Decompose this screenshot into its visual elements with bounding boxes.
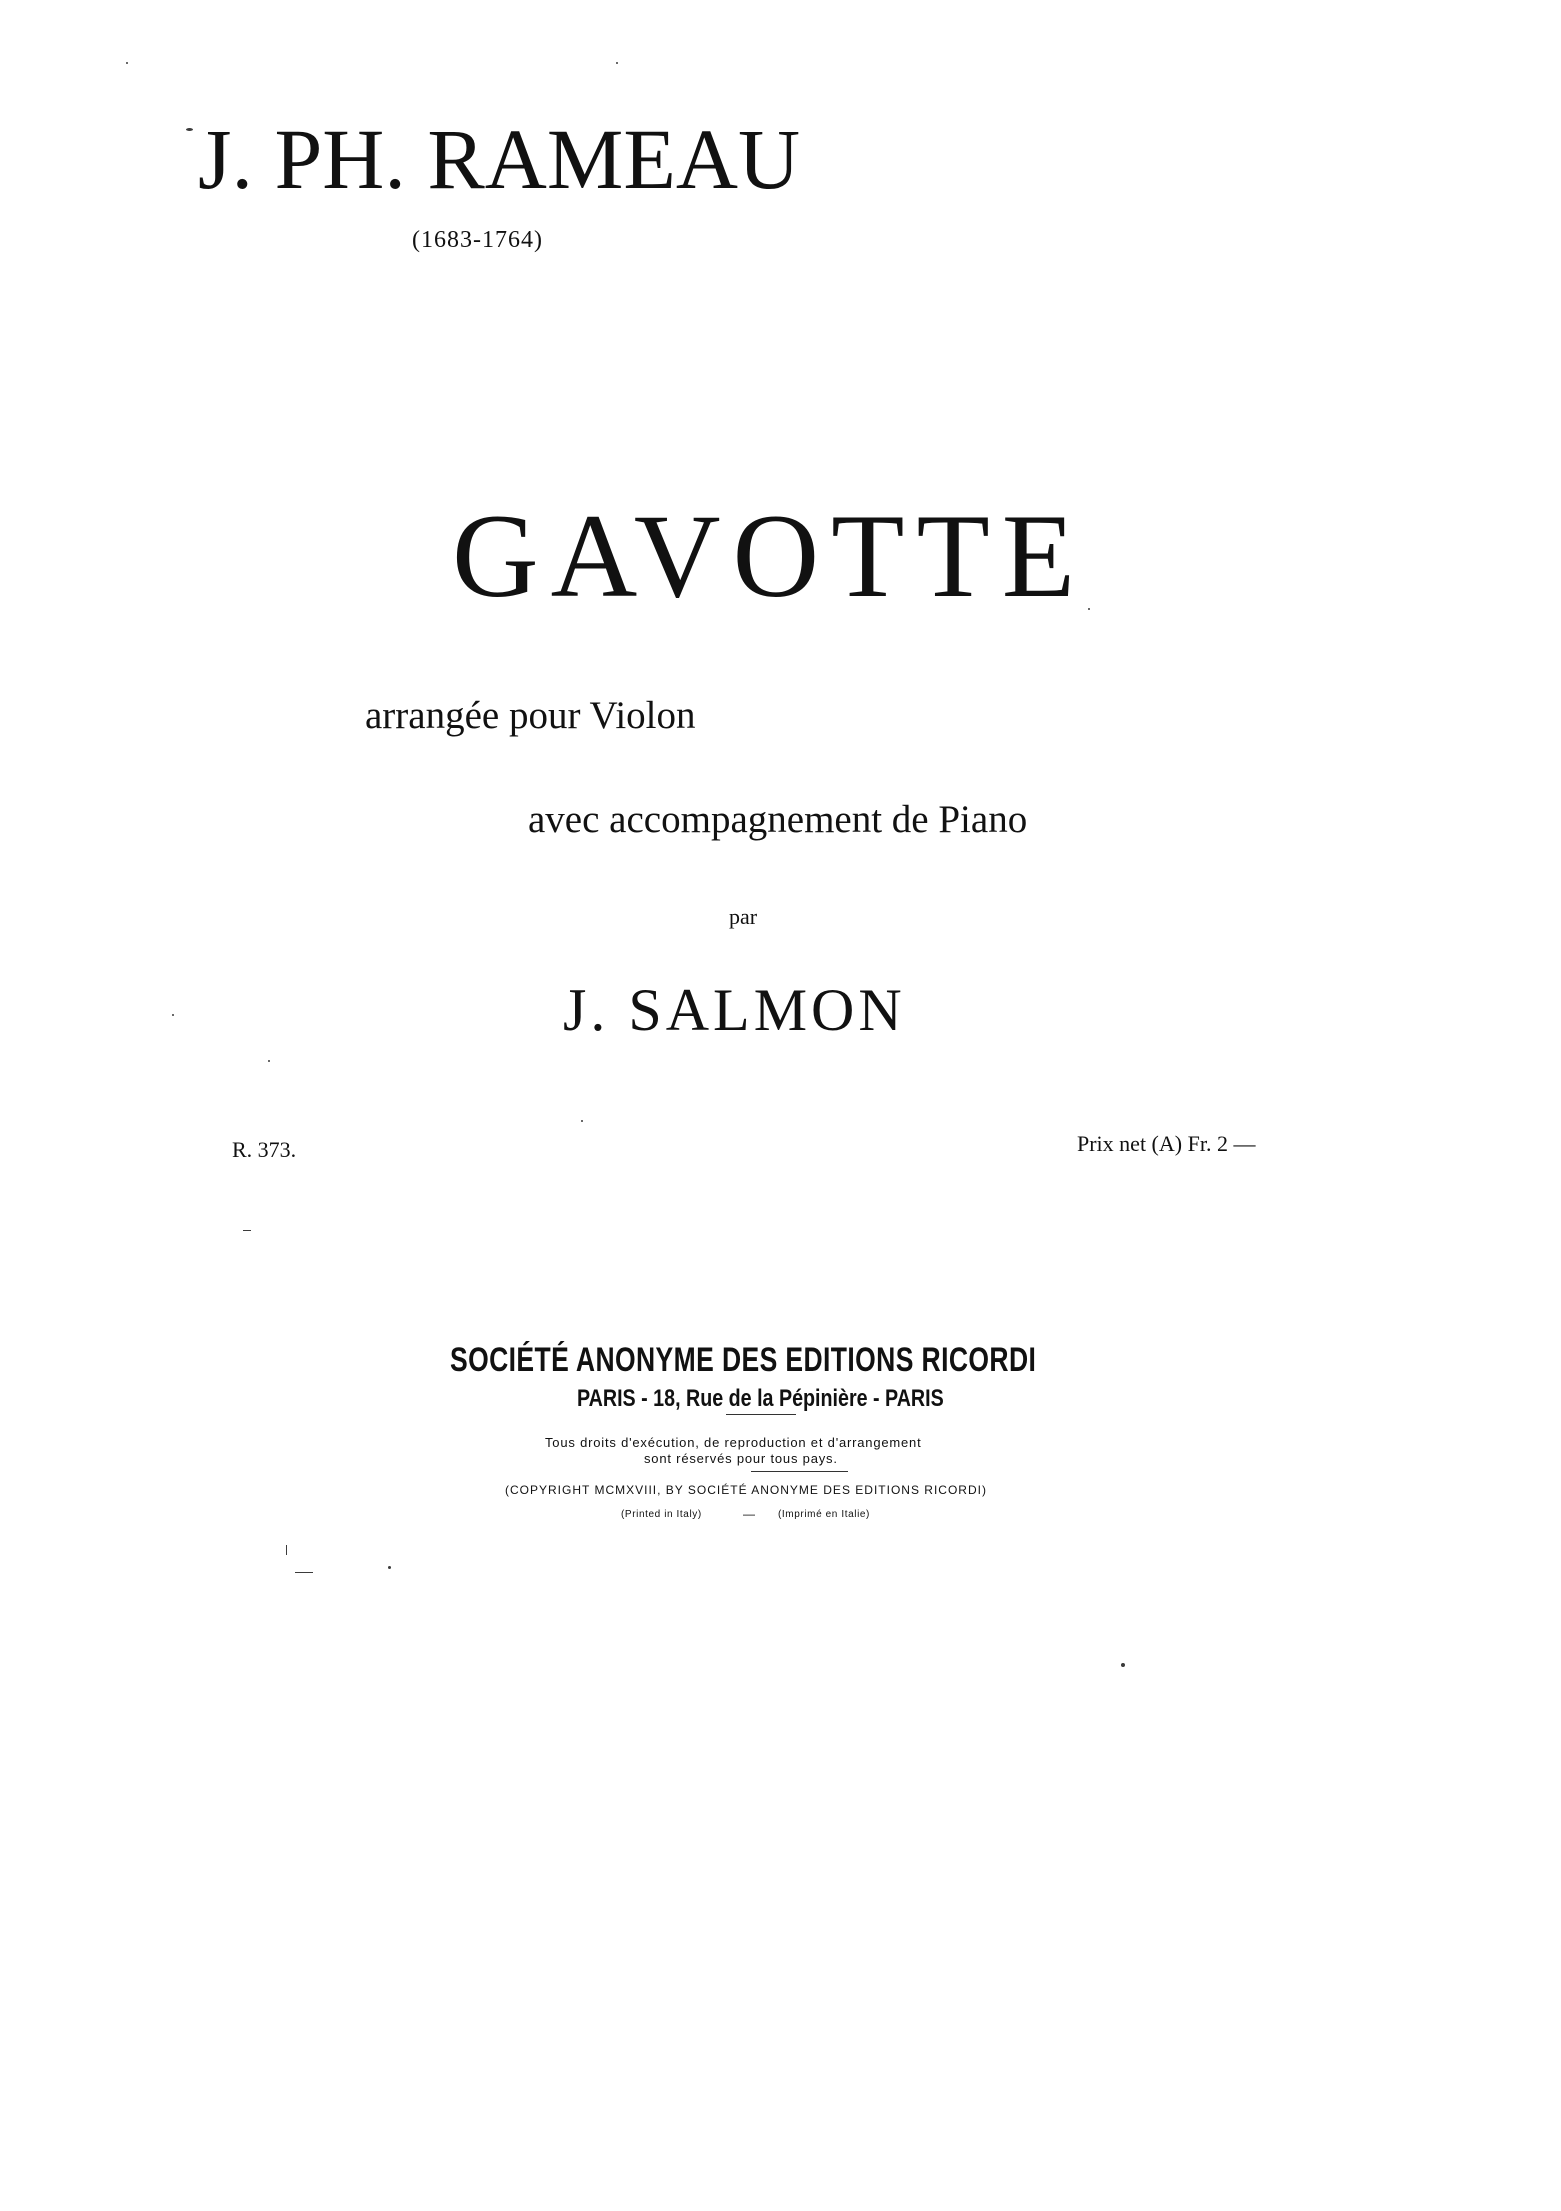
imprime-en-italie: (Imprimé en Italie)	[778, 1509, 870, 1520]
scan-speck	[286, 1545, 287, 1555]
composer-dates: (1683-1764)	[412, 227, 543, 253]
address-divider	[726, 1414, 796, 1415]
publisher-address: PARIS - 18, Rue de la Pépinière - PARIS	[577, 1385, 944, 1412]
rights-divider	[751, 1471, 848, 1472]
copyright-notice: (COPYRIGHT MCMXVIII, BY SOCIÉTÉ ANONYME DES EDITIONS RICORDI)	[505, 1483, 987, 1497]
scan-speck	[186, 128, 193, 131]
work-title: GAVOTTE	[452, 489, 1088, 622]
scan-speck	[126, 62, 128, 64]
scan-speck	[616, 62, 618, 64]
publisher-name: SOCIÉTÉ ANONYME DES EDITIONS RICORDI	[450, 1341, 1037, 1379]
printed-in-italy: (Printed in Italy)	[621, 1509, 702, 1520]
scan-speck	[295, 1572, 313, 1573]
arranger-name: J. SALMON	[563, 977, 906, 1043]
instrumentation-line-1: arrangée pour Violon	[365, 694, 696, 737]
scan-speck	[581, 1120, 583, 1122]
scan-speck	[1088, 608, 1090, 610]
catalog-number: R. 373.	[232, 1137, 297, 1162]
composer-name: J. PH. RAMEAU	[198, 111, 801, 207]
scan-speck	[243, 1230, 251, 1231]
printed-separator: —	[743, 1507, 755, 1521]
scan-speck	[388, 1566, 391, 1569]
instrumentation-line-2: avec accompagnement de Piano	[528, 798, 1028, 841]
rights-notice-line-2: sont réservés pour tous pays.	[644, 1451, 838, 1466]
price-label: Prix net (A) Fr. 2 —	[1077, 1131, 1256, 1156]
scan-speck	[268, 1060, 270, 1062]
rights-notice-line-1: Tous droits d'exécution, de reproduction et d'arrangement	[545, 1435, 922, 1450]
scan-speck	[1121, 1663, 1125, 1667]
scan-speck	[172, 1014, 174, 1016]
by-label: par	[729, 904, 758, 929]
